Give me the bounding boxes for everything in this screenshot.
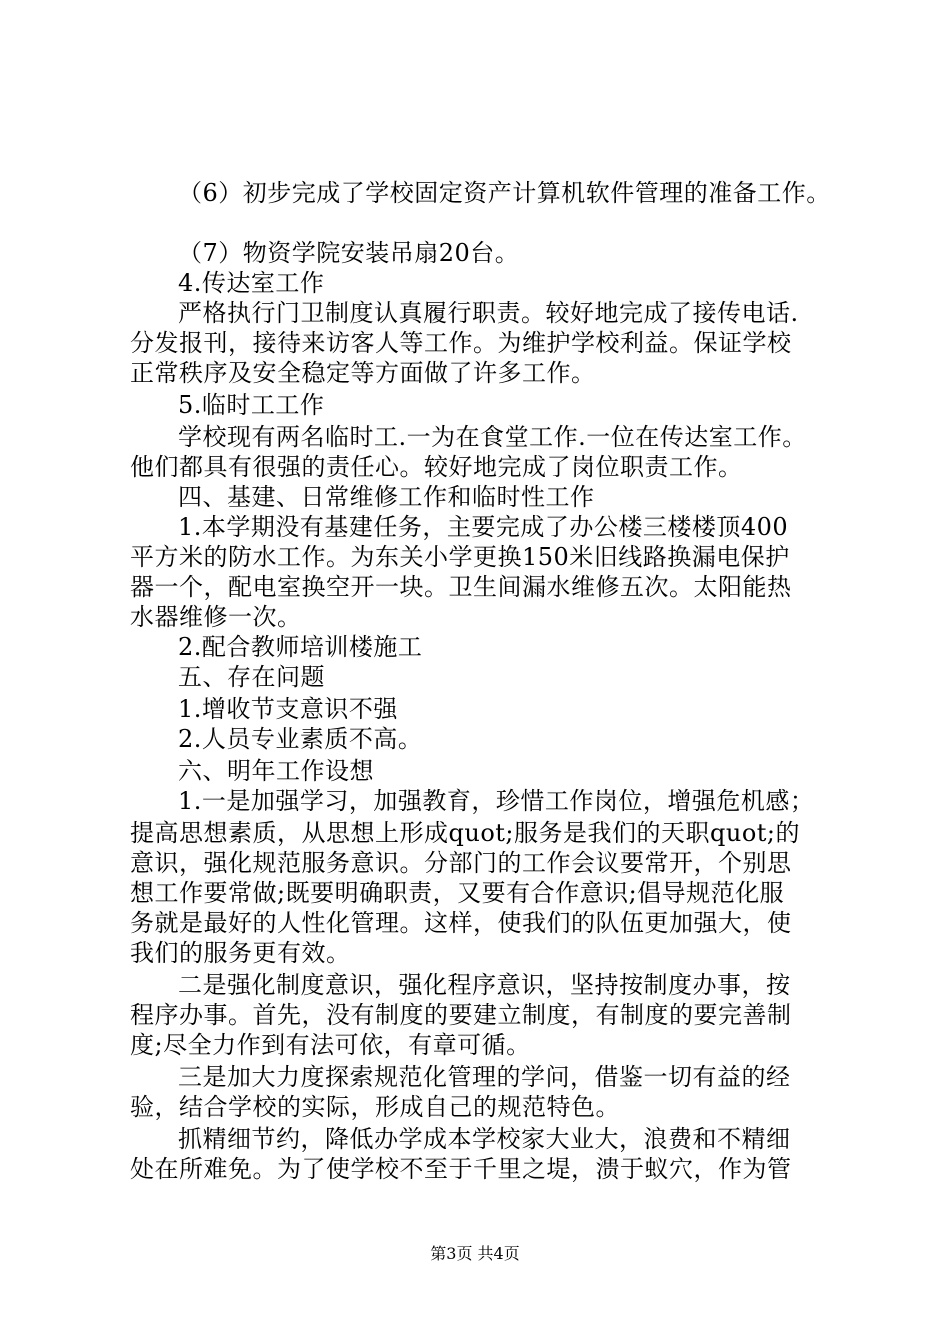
paragraph-line: 水器维修一次。 [130,603,302,631]
paragraph-line: 学校现有两名临时工.一为在食堂工作.一位在传达室工作。 [178,423,807,451]
paragraph-line-6: （6）初步完成了学校固定资产计算机软件管理的准备工作。 [178,179,831,207]
paragraph-line: 二是强化制度意识，强化程序意识，坚持按制度办事，按 [178,971,791,999]
paragraph-line: 1.一是加强学习，加强教育，珍惜工作岗位，增强危机感； [178,787,815,815]
paragraph-line: 我们的服务更有效。 [130,939,351,967]
section-heading-problems: 五、存在问题 [178,663,325,691]
page-number-footer: 第3页 共4页 [430,1244,520,1263]
paragraph-line: 提高思想素质，从思想上形成quot;服务是我们的天职quot;的 [130,819,800,847]
paragraph-line: 1.本学期没有基建任务，主要完成了办公楼三楼楼顶400 [178,513,789,541]
paragraph-line: 器一个，配电室换空开一块。卫生间漏水维修五次。太阳能热 [130,573,792,601]
paragraph-line: 平方米的防水工作。为东关小学更换150米旧线路换漏电保护 [130,543,790,571]
paragraph-line: 正常秩序及安全稳定等方面做了许多工作。 [130,359,596,387]
section-heading-construction: 四、基建、日常维修工作和临时性工作 [178,483,595,511]
paragraph-line: 处在所难免。为了使学校不至于千里之堤，溃于蚁穴，作为管 [130,1155,792,1183]
paragraph-line-7: （7）物资学院安装吊扇20台。 [178,239,520,267]
paragraph-line: 分发报刊，接待来访客人等工作。为维护学校利益。保证学校 [130,329,792,357]
paragraph-line: 严格执行门卫制度认真履行职责。较好地完成了接传电话. [178,299,799,327]
paragraph-line: 务就是最好的人性化管理。这样，使我们的队伍更加强大，使 [130,909,792,937]
list-item: 1.增收节支意识不强 [178,695,398,723]
section-heading-gatehouse: 4.传达室工作 [178,269,325,297]
section-heading-next-year: 六、明年工作设想 [178,757,374,785]
paragraph-line: 度;尽全力作到有法可依，有章可循。 [130,1031,531,1059]
paragraph-line: 想工作要常做;既要明确职责，又要有合作意识;倡导规范化服 [130,879,785,907]
paragraph-line: 他们都具有很强的责任心。较好地完成了岗位职责工作。 [130,453,743,481]
section-heading-temp-workers: 5.临时工工作 [178,391,325,419]
paragraph-line: 三是加大力度探索规范化管理的学问，借鉴一切有益的经 [178,1063,791,1091]
paragraph-line: 抓精细节约，降低办学成本学校家大业大，浪费和不精细 [178,1125,791,1153]
paragraph-line: 验，结合学校的实际，形成自己的规范特色。 [130,1093,620,1121]
paragraph-line: 意识，强化规范服务意识。分部门的工作会议要常开，个别思 [130,849,792,877]
paragraph-line: 程序办事。首先，没有制度的要建立制度，有制度的要完善制 [130,1001,792,1029]
paragraph-line: 2.配合教师培训楼施工 [178,633,423,661]
list-item: 2.人员专业素质不高。 [178,725,423,753]
